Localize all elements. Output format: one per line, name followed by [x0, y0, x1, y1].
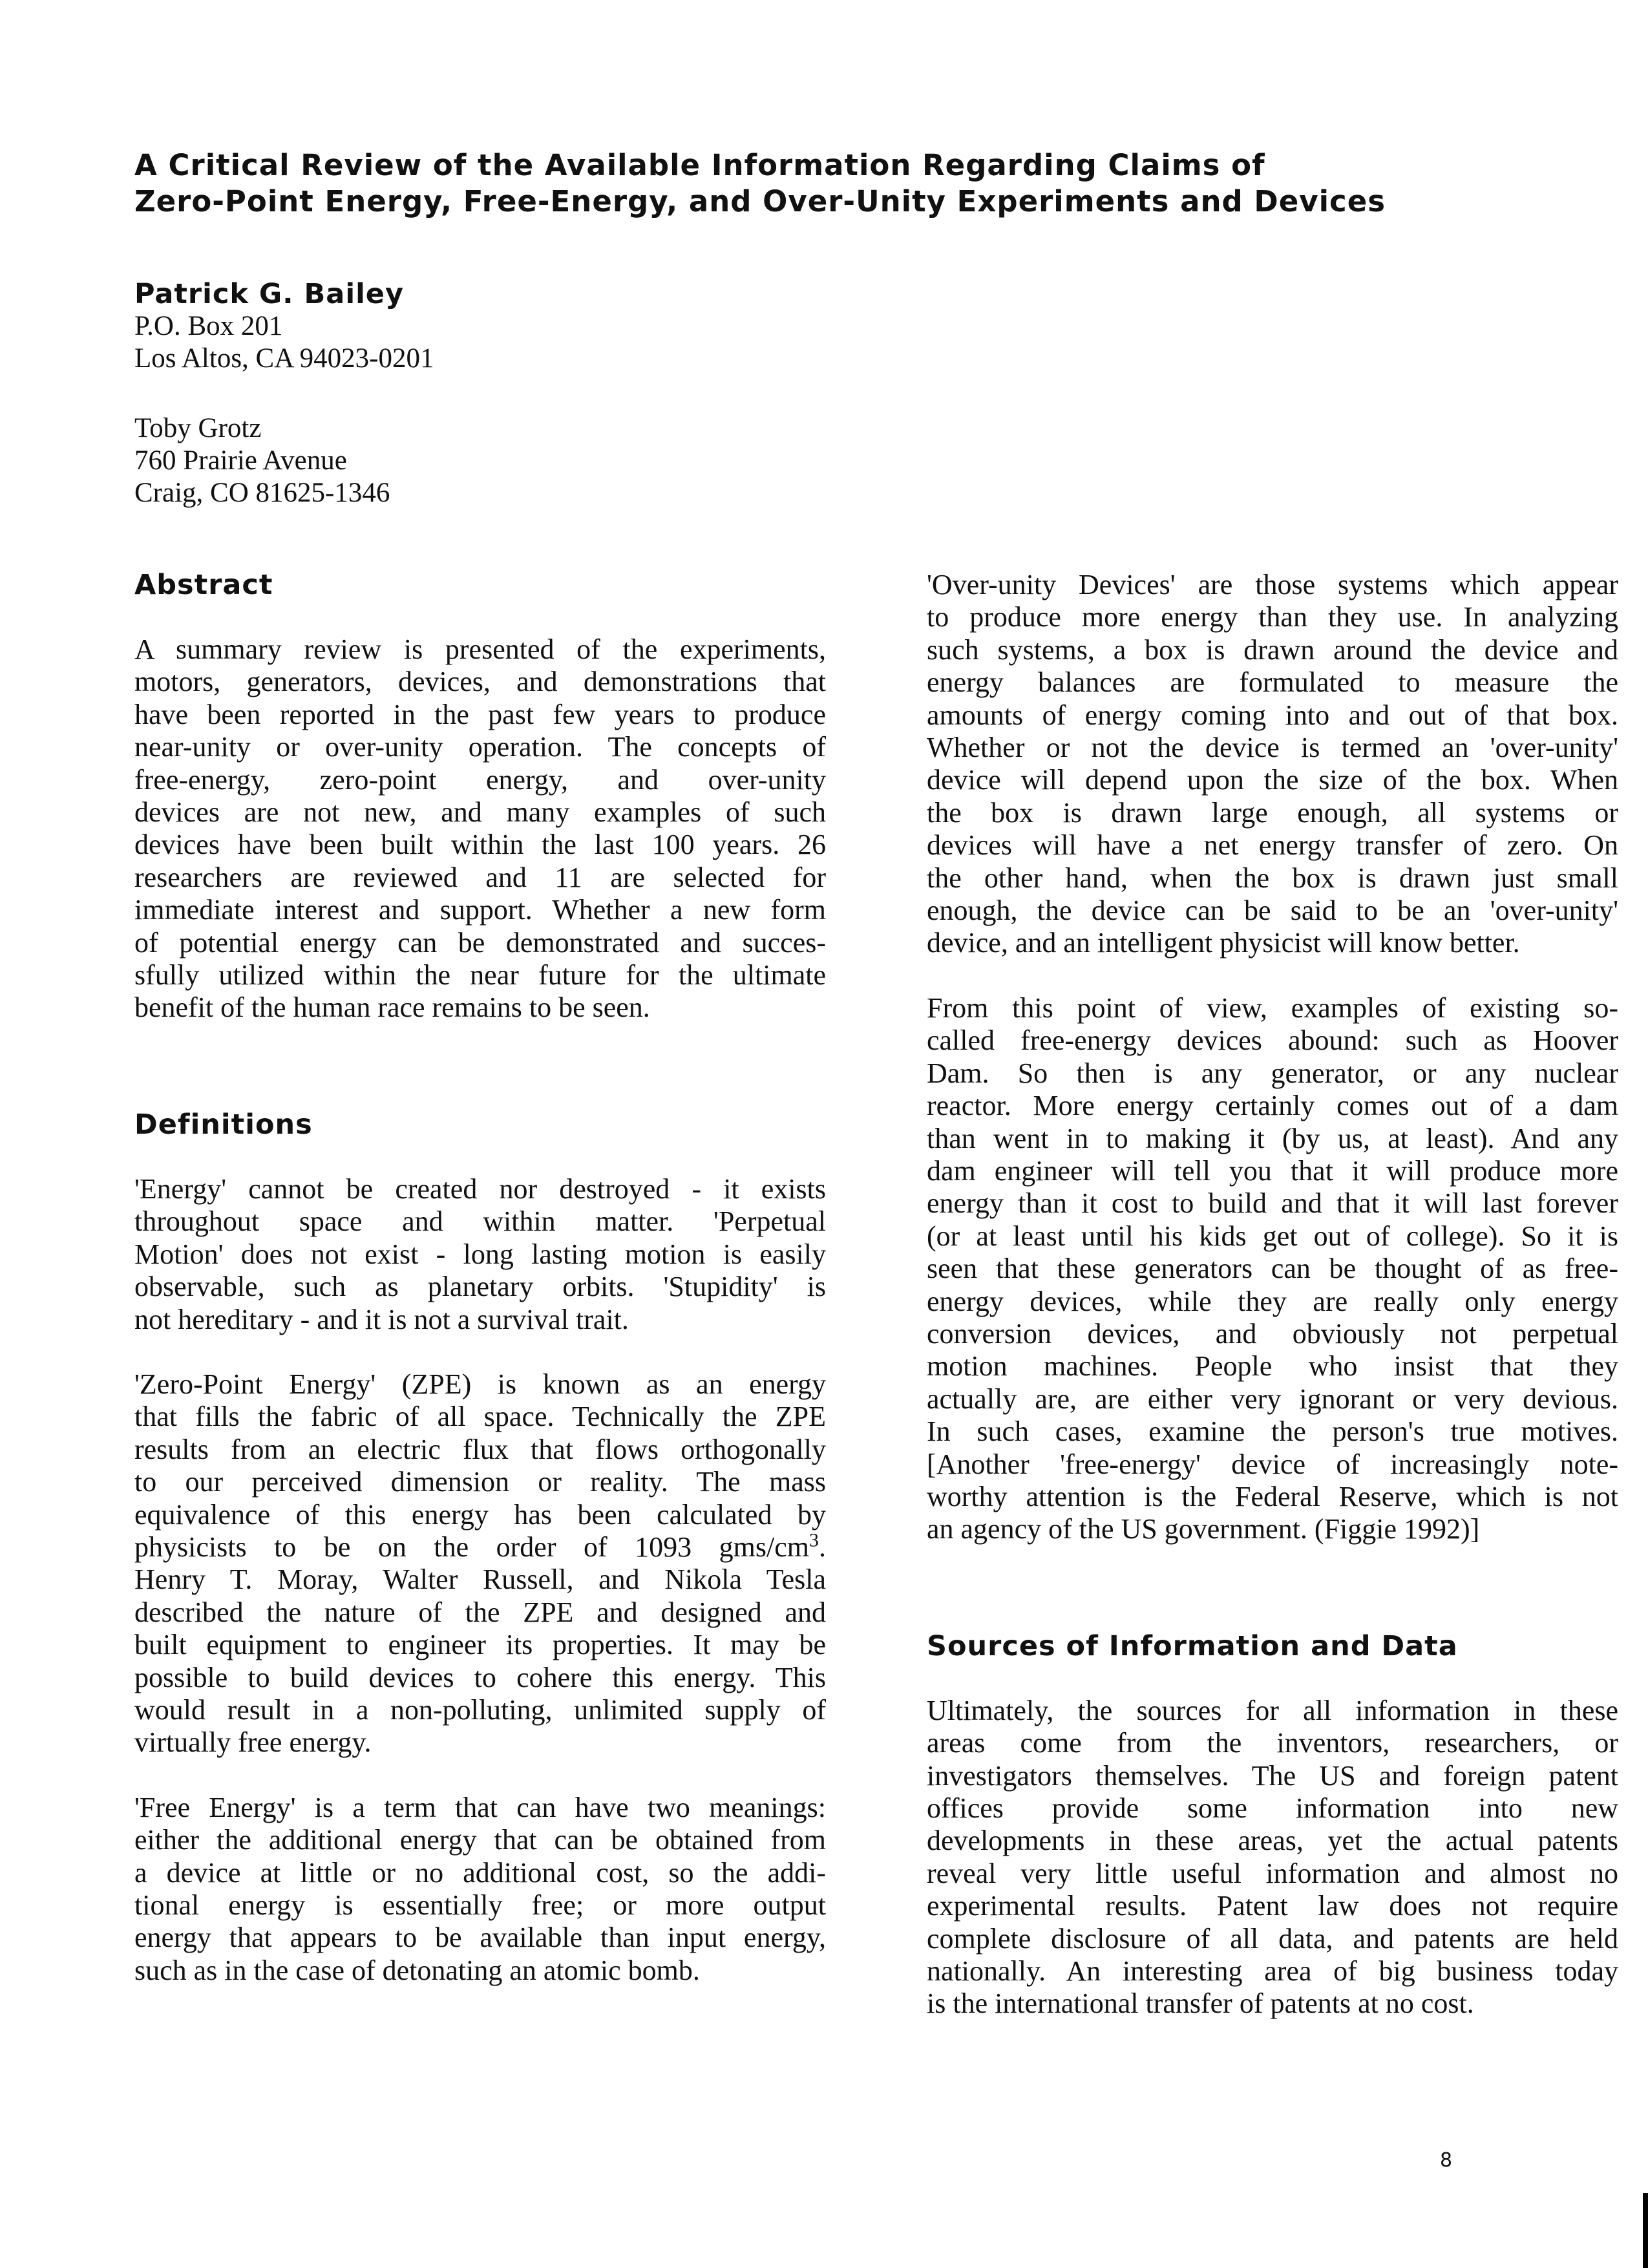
text-line: motion machines. People who insist that they — [927, 1350, 1618, 1383]
author-address-line: P.O. Box 201 — [134, 311, 283, 341]
text-line: have been reported in the past few years to produce — [134, 698, 826, 730]
text-line: an agency of the US government. (Figgie 1992)] — [927, 1513, 1480, 1545]
text-line: virtually free energy. — [134, 1726, 372, 1759]
sources-paragraph — [927, 1695, 1618, 2020]
author-name: Toby Grotz — [134, 413, 262, 443]
over-unity-paragraph — [927, 569, 1618, 960]
text-line: devices will have a net energy transfer of zero. On — [927, 829, 1618, 862]
text-line: that fills the fabric of all space. Technically the ZPE — [134, 1401, 826, 1433]
text-line: reveal very little useful information and almost no — [927, 1857, 1618, 1889]
text-line: Dam. So then is any generator, or any nuclear — [927, 1057, 1618, 1089]
author-list — [134, 278, 716, 547]
definitions-paragraph-1 — [134, 1173, 826, 1336]
text-line: to our perceived dimension or reality. The mass — [134, 1466, 826, 1498]
text-line: device, and an intelligent physicist will know better. — [927, 927, 1520, 959]
text-line: dam engineer will tell you that it will produce more — [927, 1154, 1618, 1187]
definitions-paragraph-3 — [134, 1792, 826, 1987]
text-line: would result in a non-polluting, unlimited supply of — [134, 1693, 826, 1726]
author-block — [134, 278, 716, 375]
text-line: not hereditary - and it is not a survival trait. — [134, 1303, 629, 1335]
text-line: called free-energy devices abound: such as Hoover — [927, 1024, 1618, 1057]
text-line: such systems, a box is drawn around the device and — [927, 633, 1618, 666]
text-line: Motion' does not exist - long lasting motion is easily — [134, 1238, 826, 1270]
text-line: energy than it cost to build and that it will last forever — [927, 1187, 1618, 1220]
author-address-line: Los Altos, CA 94023-0201 — [134, 343, 434, 374]
text-line: developments in these areas, yet the actual patents — [927, 1825, 1618, 1857]
text-line: is the international transfer of patents at no cost. — [927, 1987, 1474, 2020]
author-address-line: Craig, CO 81625-1346 — [134, 478, 390, 508]
text-line: researchers are reviewed and 11 are selected for — [134, 861, 826, 893]
text-line: complete disclosure of all data, and patents are held — [927, 1922, 1618, 1955]
definitions-paragraph-2 — [134, 1368, 826, 1759]
text-line: conversion devices, and obviously not perpetual — [927, 1317, 1618, 1350]
text-line: free-energy, zero-point energy, and over-unity — [134, 763, 826, 796]
text-line: than went in to making it (by us, at least). And any — [927, 1122, 1618, 1154]
text-line — [134, 1531, 826, 1563]
text-line: reactor. More energy certainly comes out of a dam — [927, 1090, 1618, 1122]
text-line: areas come from the inventors, researchers, or — [927, 1727, 1618, 1759]
text-line: such as in the case of detonating an atomic bomb. — [134, 1954, 700, 1986]
text-line: offices provide some information into new — [927, 1792, 1618, 1824]
text-line: sfully utilized within the near future for the ultimate — [134, 959, 826, 991]
page-number: 8 — [1440, 2149, 1453, 2172]
text-line: built equipment to engineer its properties. It may be — [134, 1629, 826, 1661]
text-line: the other hand, when the box is drawn just small — [927, 862, 1618, 894]
text-line: a device at little or no additional cost, so the addi- — [134, 1856, 826, 1889]
definitions-heading: Definitions — [134, 1108, 313, 1141]
paper-title — [134, 147, 1556, 220]
free-energy-examples-paragraph — [927, 992, 1618, 1546]
title-line-2: Zero-Point Energy, Free-Energy, and Over-Unity Experiments and Devices — [134, 184, 1386, 218]
text-line: the box is drawn large enough, all systems or — [927, 796, 1618, 829]
text-line: nationally. An interesting area of big business today — [927, 1955, 1618, 1987]
text-line: A summary review is presented of the experiments, — [134, 633, 826, 665]
text-line: 'Free Energy' is a term that can have two meanings: — [134, 1791, 826, 1823]
text-line: described the nature of the ZPE and designed and — [134, 1596, 826, 1628]
text-line: Whether or not the device is termed an 'over-unity' — [927, 732, 1618, 764]
text-line: investigators themselves. The US and foreign patent — [927, 1759, 1618, 1792]
text-line: energy balances are formulated to measure the — [927, 666, 1618, 699]
text-fragment: . — [819, 1531, 826, 1563]
author-address-line: 760 Prairie Avenue — [134, 445, 347, 476]
text-line: 'Over-unity Devices' are those systems which appear — [927, 569, 1618, 600]
author-block — [134, 412, 716, 509]
text-line: seen that these generators can be thought of as free- — [927, 1253, 1618, 1285]
text-line: of potential energy can be demonstrated and succes- — [134, 926, 826, 959]
text-line: 'Energy' cannot be created nor destroyed - it exists — [134, 1172, 826, 1205]
left-column — [134, 569, 826, 1987]
text-line: devices have been built within the last 100 years. 26 — [134, 829, 826, 861]
text-fragment: physicists to be on the order of 1093 gms/cm — [134, 1531, 809, 1563]
text-line: devices are not new, and many examples of such — [134, 796, 826, 829]
text-line: observable, such as planetary orbits. 'Stupidity' is — [134, 1271, 826, 1303]
right-column — [927, 569, 1618, 2020]
superscript: 3 — [809, 1529, 819, 1551]
text-line: enough, the device can be said to be an 'over-unity' — [927, 895, 1618, 927]
text-line: immediate interest and support. Whether a new form — [134, 894, 826, 926]
text-line: results from an electric flux that flows orthogonally — [134, 1433, 826, 1465]
text-line: either the additional energy that can be obtained from — [134, 1824, 826, 1856]
text-line: (or at least until his kids get out of college). So it is — [927, 1220, 1618, 1252]
text-line: benefit of the human race remains to be seen. — [134, 991, 650, 1024]
text-line: energy devices, while they are really only energy — [927, 1285, 1618, 1317]
abstract-heading: Abstract — [134, 569, 273, 601]
text-line: motors, generators, devices, and demonstrations that — [134, 666, 826, 698]
text-line: equivalence of this energy has been calculated by — [134, 1498, 826, 1531]
text-line: From this point of view, examples of existing so- — [927, 991, 1618, 1024]
text-line: device will depend upon the size of the box. When — [927, 764, 1618, 796]
text-line: Henry T. Moray, Walter Russell, and Nikola Tesla — [134, 1563, 826, 1596]
text-line: experimental results. Patent law does not require — [927, 1890, 1618, 1922]
scan-edge-mark — [1643, 2193, 1648, 2268]
text-line: throughout space and within matter. 'Perpetual — [134, 1205, 826, 1238]
title-line-1: A Critical Review of the Available Information Regarding Claims of — [134, 148, 1265, 182]
sources-heading: Sources of Information and Data — [927, 1629, 1458, 1662]
text-line: energy that appears to be available than input energy, — [134, 1922, 826, 1954]
text-line: worthy attention is the Federal Reserve, which is not — [927, 1480, 1618, 1512]
text-line: to produce more energy than they use. In analyzing — [927, 601, 1618, 633]
text-line: actually are, are either very ignorant or very devious. — [927, 1383, 1618, 1415]
text-line: In such cases, examine the person's true motives. — [927, 1415, 1618, 1448]
text-line: 'Zero-Point Energy' (ZPE) is known as an energy — [134, 1368, 826, 1400]
text-line: amounts of energy coming into and out of that box. — [927, 699, 1618, 731]
text-line: Ultimately, the sources for all information in these — [927, 1694, 1618, 1726]
author-name: Patrick G. Bailey — [134, 278, 404, 310]
abstract-paragraph — [134, 633, 826, 1024]
text-line: [Another 'free-energy' device of increasingly note- — [927, 1448, 1618, 1480]
text-line: near-unity or over-unity operation. The concepts of — [134, 731, 826, 763]
text-line: tional energy is essentially free; or more output — [134, 1889, 826, 1921]
text-line: possible to build devices to cohere this energy. This — [134, 1661, 826, 1693]
